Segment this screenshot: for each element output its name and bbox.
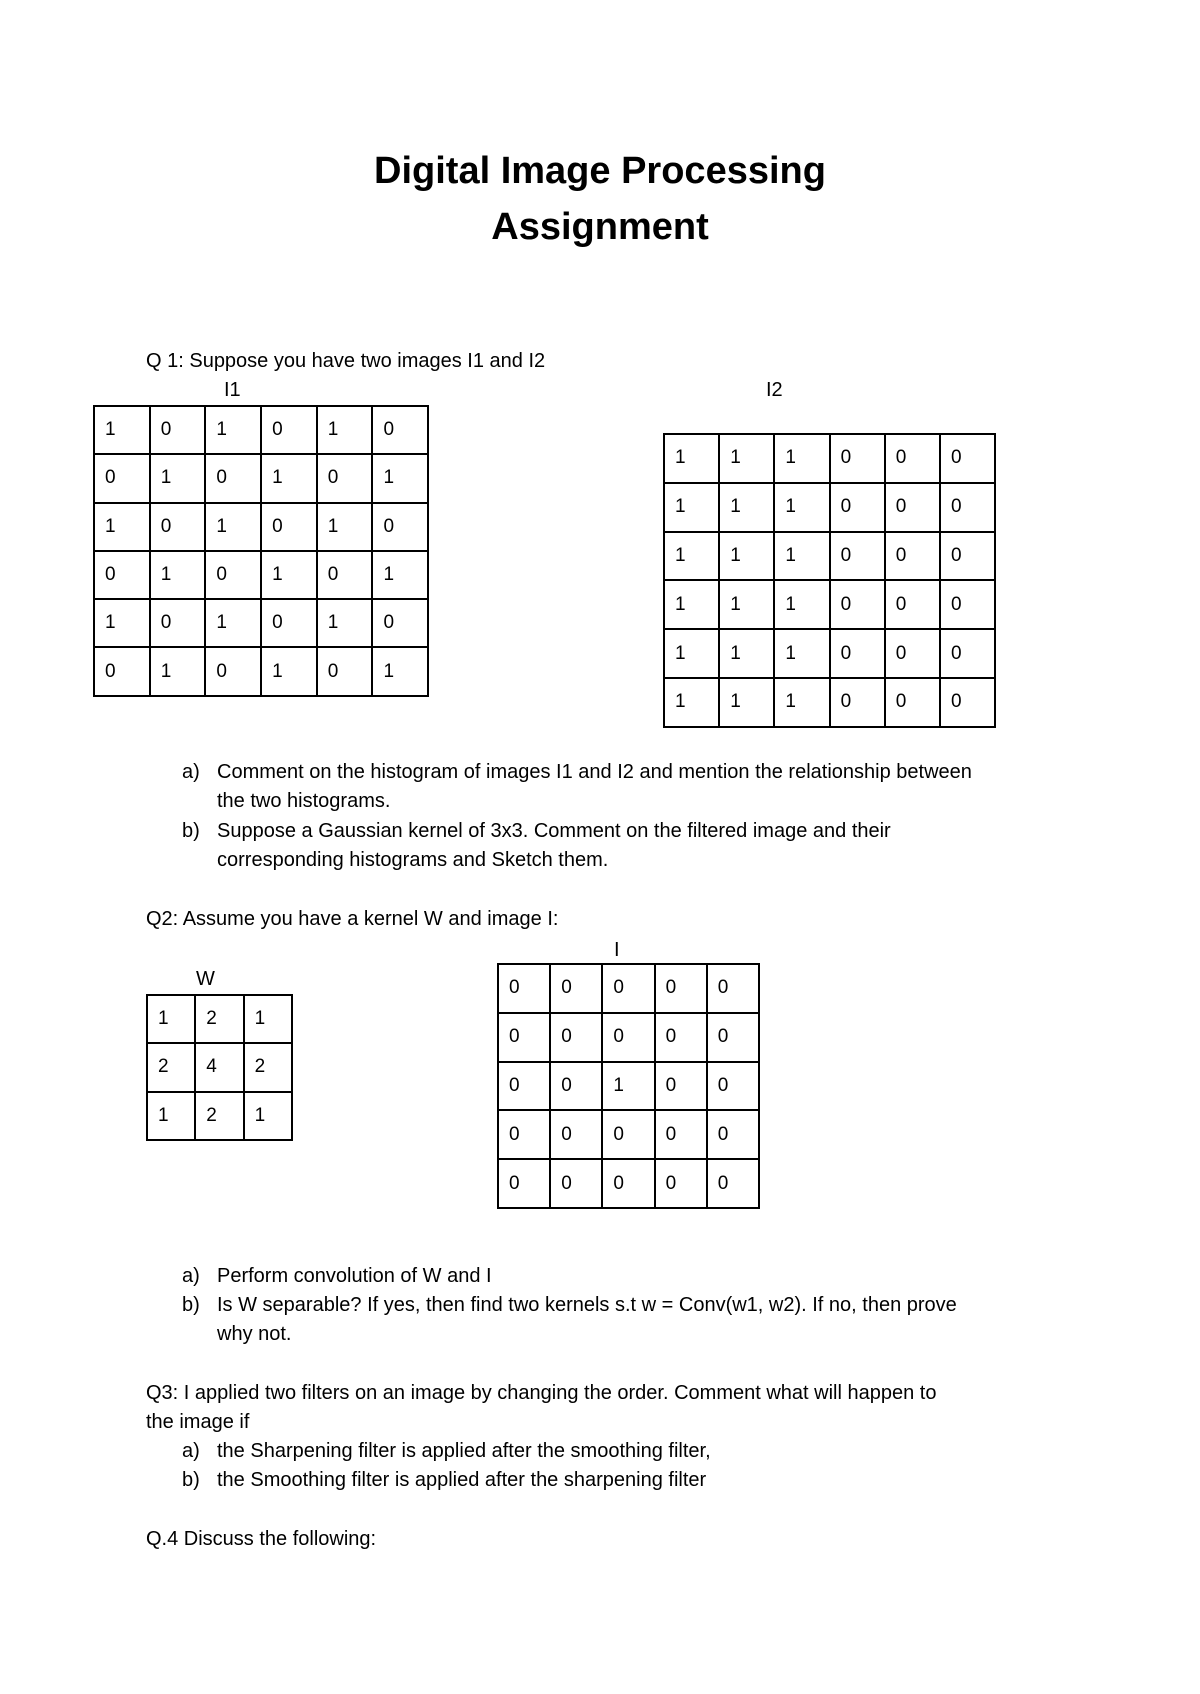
q1-item-b-line2: corresponding histograms and Sketch them. [217,849,609,871]
matrix-cell: 0 [830,629,885,678]
matrix-cell: 0 [940,483,995,532]
matrix-cell: 1 [317,406,373,454]
matrix-cell: 0 [707,1062,759,1111]
q3-item-b-line1: the Smoothing filter is applied after the sharpening filter [217,1469,707,1491]
matrix-cell: 1 [664,678,719,727]
matrix-cell: 0 [94,454,150,502]
q2-item-a-line1: Perform convolution of W and I [217,1265,492,1287]
matrix-cell: 0 [150,406,206,454]
matrix-row [94,599,428,647]
matrix-row [664,483,995,532]
matrix-cell: 1 [664,434,719,483]
matrix-cell: 0 [830,434,885,483]
matrix-cell: 0 [655,1110,707,1159]
q1-item-a-line1: Comment on the histogram of images I1 and I2 and mention the relationship between [217,761,972,783]
matrix-row [94,551,428,599]
title-line-2: Assignment [491,206,709,248]
w-label: W [196,968,215,990]
matrix-cell: 0 [498,1159,550,1208]
matrix-cell: 0 [498,964,550,1013]
title-line-1: Digital Image Processing [374,150,826,192]
matrix-cell: 1 [205,599,261,647]
q2-item-b-line1: Is W separable? If yes, then find two kernels s.t w = Conv(w1, w2). If no, then prove [217,1294,957,1316]
matrix-cell: 0 [261,599,317,647]
matrix-cell: 1 [372,454,428,502]
matrix-row [147,995,292,1043]
matrix-cell: 1 [94,503,150,551]
matrix-cell: 0 [94,551,150,599]
matrix-cell: 0 [550,1159,602,1208]
matrix-cell: 1 [147,1092,195,1140]
matrix-cell: 0 [205,551,261,599]
matrix-row [94,406,428,454]
matrix-cell: 1 [150,454,206,502]
matrix-row [94,647,428,695]
q1-item-a-line2: the two histograms. [217,790,391,812]
matrix-cell: 0 [498,1110,550,1159]
matrix-cell: 0 [498,1062,550,1111]
matrix-cell: 1 [317,503,373,551]
q2-item-b-label: b) [182,1294,200,1316]
i1-label: I1 [224,379,241,401]
matrix-cell: 2 [195,995,243,1043]
matrix-row [498,1159,759,1208]
q1-prompt: Q 1: Suppose you have two images I1 and I2 [146,350,546,372]
matrix-cell: 1 [774,629,829,678]
matrix-cell: 0 [830,532,885,581]
matrix-cell: 0 [261,503,317,551]
kernel-w [146,994,293,1141]
matrix-cell: 0 [94,647,150,695]
matrix-cell: 1 [719,483,774,532]
matrix-cell: 0 [550,1013,602,1062]
matrix-cell: 1 [147,995,195,1043]
matrix-cell: 0 [940,678,995,727]
matrix-i2 [663,433,996,728]
matrix-cell: 1 [94,406,150,454]
matrix-cell: 0 [707,1110,759,1159]
q1-item-b-label: b) [182,820,200,842]
matrix-cell: 1 [664,483,719,532]
matrix-row [664,580,995,629]
matrix-cell: 1 [372,551,428,599]
matrix-cell: 0 [317,551,373,599]
matrix-cell: 0 [550,1062,602,1111]
matrix-cell: 2 [147,1043,195,1091]
matrix-cell: 1 [774,532,829,581]
matrix-cell: 1 [261,647,317,695]
matrix-row [664,434,995,483]
matrix-row [498,1062,759,1111]
matrix-cell: 0 [655,1013,707,1062]
matrix-cell: 0 [602,1110,654,1159]
matrix-cell: 1 [261,551,317,599]
matrix-row [664,532,995,581]
matrix-cell: 0 [885,580,940,629]
matrix-cell: 1 [774,434,829,483]
matrix-cell: 1 [664,532,719,581]
matrix-cell: 0 [707,1013,759,1062]
matrix-cell: 0 [830,580,885,629]
matrix-cell: 0 [940,532,995,581]
q3-prompt-line1: Q3: I applied two filters on an image by changing the order. Comment what will happen to [146,1382,937,1404]
matrix-cell: 0 [940,434,995,483]
matrix-cell: 1 [664,580,719,629]
matrix-row [94,454,428,502]
matrix-cell: 0 [885,434,940,483]
matrix-cell: 1 [719,678,774,727]
matrix-cell: 1 [719,580,774,629]
q3-item-a-line1: the Sharpening filter is applied after the smoothing filter, [217,1440,711,1462]
matrix-row [147,1043,292,1091]
matrix-cell: 0 [498,1013,550,1062]
matrix-i1 [93,405,429,697]
q3-item-b-label: b) [182,1469,200,1491]
matrix-cell: 0 [550,1110,602,1159]
matrix-cell: 0 [550,964,602,1013]
i2-label: I2 [766,379,783,401]
matrix-cell: 0 [707,964,759,1013]
matrix-cell: 0 [205,647,261,695]
matrix-cell: 1 [774,580,829,629]
q1-item-a-label: a) [182,761,200,783]
matrix-row [94,503,428,551]
matrix-cell: 0 [317,647,373,695]
matrix-cell: 1 [602,1062,654,1111]
q2-item-a-label: a) [182,1265,200,1287]
matrix-cell: 0 [602,1159,654,1208]
matrix-cell: 1 [205,406,261,454]
q4-prompt: Q.4 Discuss the following: [146,1528,377,1550]
matrix-row [147,1092,292,1140]
matrix-cell: 0 [655,1159,707,1208]
matrix-cell: 0 [830,678,885,727]
matrix-row [498,1013,759,1062]
matrix-cell: 1 [664,629,719,678]
matrix-cell: 4 [195,1043,243,1091]
q3-prompt-line2: the image if [146,1411,250,1433]
matrix-cell: 1 [150,551,206,599]
matrix-cell: 0 [885,483,940,532]
matrix-cell: 0 [602,1013,654,1062]
matrix-cell: 1 [244,995,292,1043]
matrix-cell: 0 [261,406,317,454]
matrix-row [498,1110,759,1159]
matrix-cell: 0 [885,678,940,727]
matrix-cell: 2 [195,1092,243,1140]
matrix-cell: 0 [707,1159,759,1208]
matrix-cell: 1 [317,599,373,647]
matrix-cell: 1 [719,434,774,483]
matrix-cell: 1 [719,532,774,581]
matrix-cell: 1 [94,599,150,647]
matrix-cell: 1 [244,1092,292,1140]
matrix-cell: 1 [719,629,774,678]
q1-item-b-line1: Suppose a Gaussian kernel of 3x3. Comment on the filtered image and their [217,820,891,842]
matrix-cell: 0 [317,454,373,502]
matrix-cell: 1 [372,647,428,695]
matrix-cell: 0 [150,503,206,551]
matrix-row [664,629,995,678]
matrix-cell: 0 [150,599,206,647]
matrix-cell: 1 [774,678,829,727]
matrix-row [498,964,759,1013]
q2-item-b-line2: why not. [217,1323,292,1345]
matrix-cell: 0 [205,454,261,502]
matrix-cell: 1 [774,483,829,532]
matrix-cell: 0 [372,599,428,647]
matrix-cell: 0 [885,532,940,581]
matrix-cell: 0 [830,483,885,532]
matrix-cell: 0 [655,964,707,1013]
matrix-cell: 0 [372,503,428,551]
matrix-cell: 0 [372,406,428,454]
i-label: I [614,939,620,961]
matrix-cell: 0 [940,580,995,629]
matrix-cell: 0 [940,629,995,678]
matrix-cell: 0 [602,964,654,1013]
matrix-cell: 1 [205,503,261,551]
matrix-cell: 0 [655,1062,707,1111]
q2-prompt: Q2: Assume you have a kernel W and image I: [146,908,559,930]
matrix-row [664,678,995,727]
matrix-cell: 1 [150,647,206,695]
matrix-i [497,963,760,1209]
matrix-cell: 1 [261,454,317,502]
q3-item-a-label: a) [182,1440,200,1462]
matrix-cell: 2 [244,1043,292,1091]
matrix-cell: 0 [885,629,940,678]
